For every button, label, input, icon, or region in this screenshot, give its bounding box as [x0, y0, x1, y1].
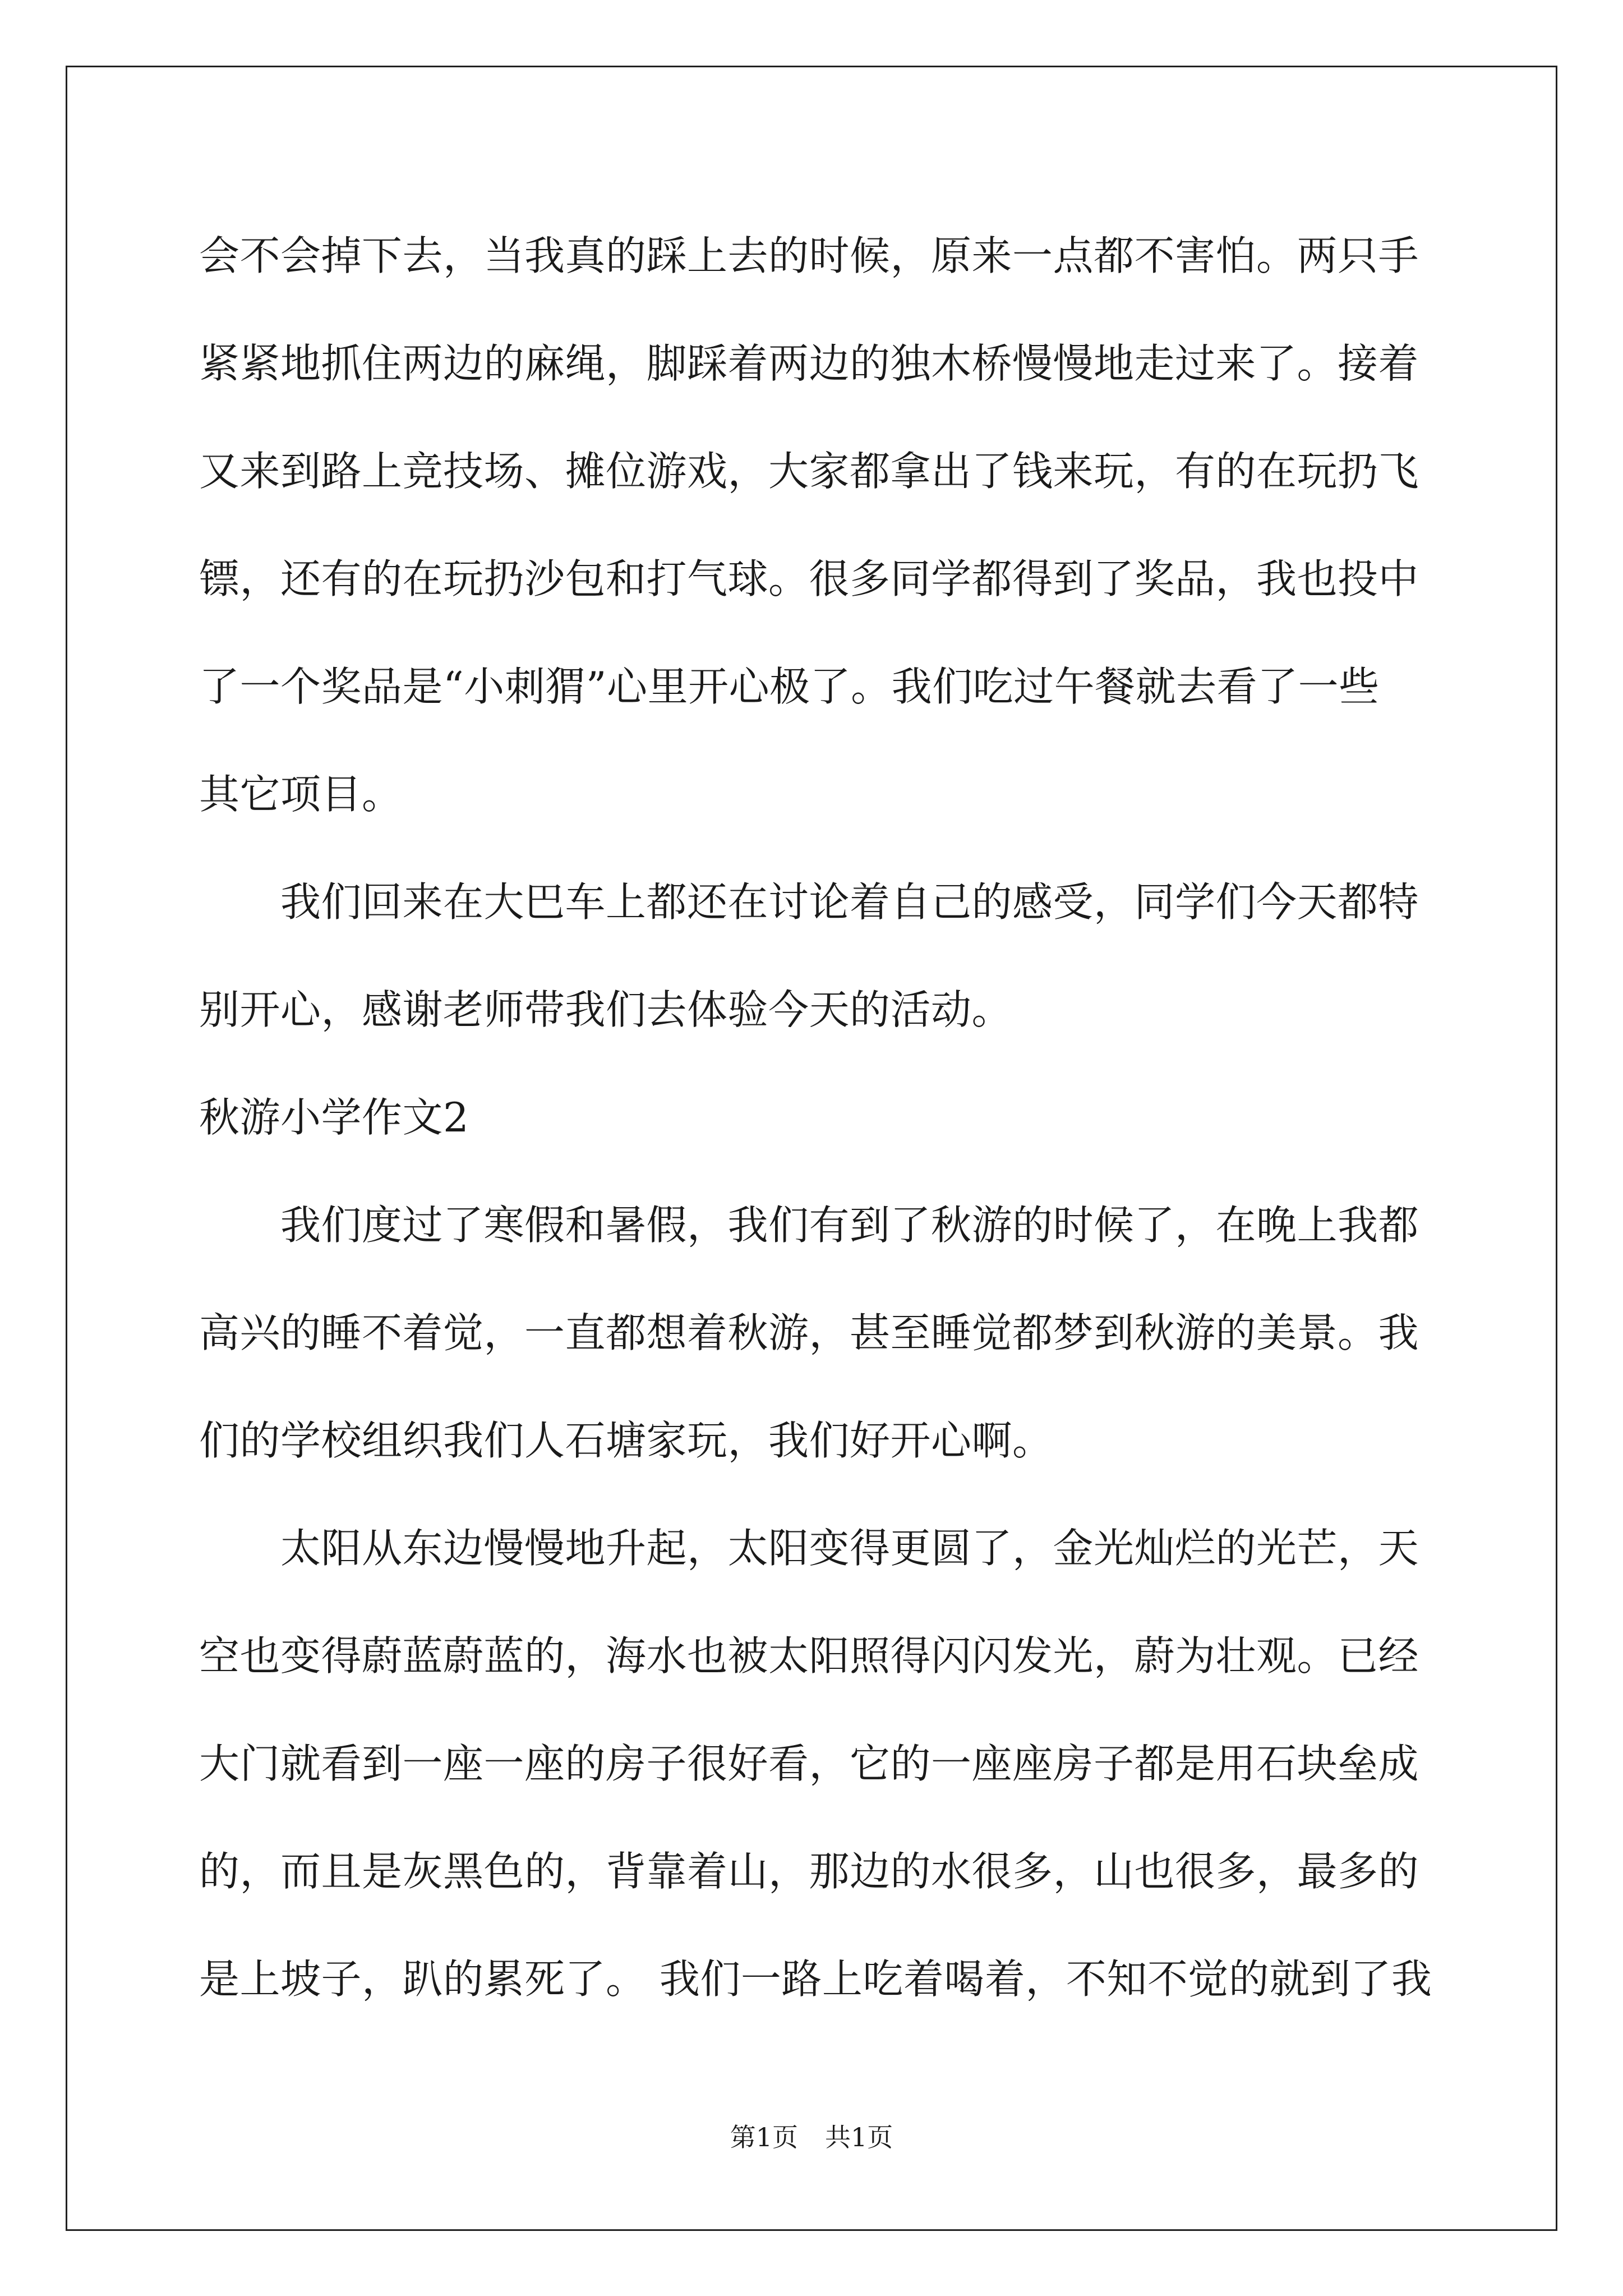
text-line-6: 其它项目。: [199, 771, 403, 818]
page-footer: [0, 2120, 1623, 2154]
text-line-15: 大门就看到一座一座的房子很好看，它的一座座房子都是用石块垒成: [199, 1740, 1419, 1787]
section-heading: 秋游小学作文2: [199, 1094, 469, 1141]
text-line-11: 高兴的睡不着觉，一直都想着秋游，甚至睡觉都梦到秋游的美景。我: [199, 1309, 1419, 1356]
page-number: 第1页: [730, 2122, 798, 2152]
page-total: 共1页: [825, 2122, 893, 2152]
text-line-7: 我们回来在大巴车上都还在讨论着自己的感受，同学们今天都特: [280, 878, 1419, 926]
document-body: [199, 202, 1433, 2033]
text-line-2: 紧紧地抓住两边的麻绳，脚踩着两边的独木桥慢慢地走过来了。接着: [199, 340, 1419, 387]
text-line-17: 是上坡子，趴的累死了。 我们一路上吃着喝着，不知不觉的就到了我: [199, 1955, 1432, 2003]
text-line-3: 又来到路上竞技场、摊位游戏，大家都拿出了钱来玩，有的在玩扔飞: [199, 448, 1419, 495]
text-line-1: 会不会掉下去，当我真的踩上去的时候，原来一点都不害怕。两只手: [199, 232, 1419, 279]
text-line-8: 别开心，感谢老师带我们去体验今天的活动。: [199, 986, 1013, 1033]
text-line-4: 镖，还有的在玩扔沙包和打气球。很多同学都得到了奖品，我也投中: [199, 555, 1419, 602]
text-line-10: 我们度过了寒假和暑假，我们有到了秋游的时候了，在晚上我都: [280, 1202, 1419, 1249]
text-line-12: 们的学校组织我们人石塘家玩，我们好开心啊。: [199, 1417, 1053, 1464]
text-line-16: 的，而且是灰黑色的，背靠着山，那边的水很多，山也很多，最多的: [199, 1848, 1419, 1895]
text-line-13: 太阳从东边慢慢地升起，太阳变得更圆了，金光灿烂的光芒，天: [280, 1525, 1419, 1572]
text-line-14: 空也变得蔚蓝蔚蓝的，海水也被太阳照得闪闪发光，蔚为壮观。已经: [199, 1632, 1419, 1680]
text-line-5: 了一个奖品是“小刺猬”心里开心极了。我们吃过午餐就去看了一些: [199, 663, 1380, 710]
